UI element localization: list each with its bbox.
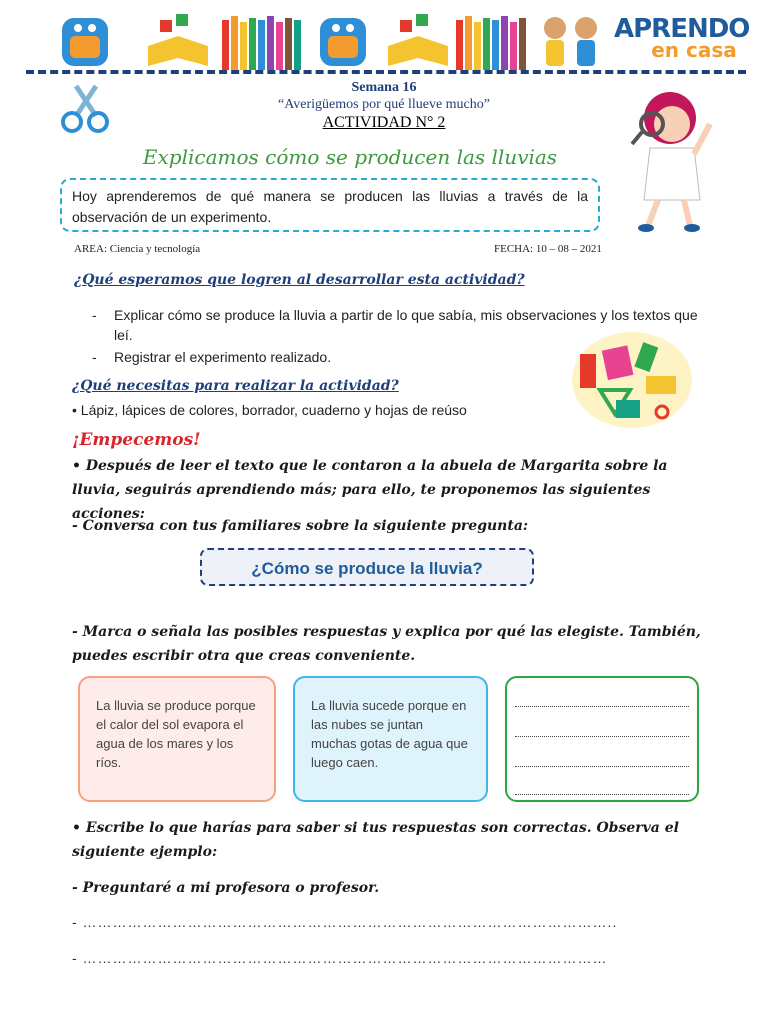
start-paragraph-1: • Después de leer el texto que le contaron a la abuela de Margarita sobre la lluvia, seguirás aprendiendo más; para ello, te proponemos las siguientes acciones: <box>72 458 668 522</box>
date-label: FECHA: 10 – 08 – 2021 <box>494 243 602 255</box>
goals-question: ¿Qué esperamos que logren al desarrollar esta actividad? <box>74 272 525 288</box>
area-label: AREA: Ciencia y tecnología <box>74 243 201 255</box>
blank-line[interactable] <box>515 766 689 767</box>
start-heading: ¡Empecemos! <box>72 430 201 450</box>
start-paragraph-3: - Marca o señala las posibles respuestas y explica por qué las elegiste. También, puedes escribir otra que creas conveniente. <box>72 624 701 664</box>
goal-item: - Registrar el experimento realizado. <box>92 347 712 367</box>
activity-number: ACTIVIDAD N° 2 <box>322 114 446 131</box>
week-label: Semana 16 <box>351 80 417 95</box>
logo-line1: APRENDO <box>614 14 750 44</box>
materials-question: ¿Qué necesitas para realizar la actividad? <box>72 378 399 394</box>
crayons-icon <box>222 16 301 70</box>
answer-option-blank[interactable] <box>505 676 699 802</box>
abc-book-icon <box>388 14 448 66</box>
answer-line-2[interactable]: - …………………………………………………………………………………………… <box>72 950 608 966</box>
question-box: ¿Cómo se produce la lluvia? <box>200 548 534 586</box>
crayons-icon <box>456 16 526 70</box>
materials-text: • Lápiz, lápices de colores, borrador, cuaderno y hojas de reúso <box>72 402 467 418</box>
blank-line[interactable] <box>515 794 689 795</box>
backpack-icon <box>62 18 108 66</box>
start-paragraph-2: - Conversa con tus familiares sobre la siguiente pregunta: <box>72 518 529 534</box>
intro-box: Hoy aprenderemos de qué manera se producen las lluvias a través de la observación de un experimento. <box>60 178 600 232</box>
header-divider <box>26 70 746 74</box>
backpack-icon <box>320 18 366 66</box>
answer-line-1[interactable]: - …………………………………………………………………………………………….. <box>72 914 618 930</box>
answer-option-1[interactable]: La lluvia se produce porque el calor del sol evapora el agua de los mares y los ríos. <box>78 676 276 802</box>
start-paragraph-4: • Escribe lo que harías para saber si tus respuestas son correctas. Observa el siguiente ejemplo: <box>72 820 679 860</box>
school-supplies-icon <box>566 330 692 430</box>
start-paragraph-5: - Preguntaré a mi profesora o profesor. <box>72 880 380 896</box>
goal-item: - Explicar cómo se produce la lluvia a partir de lo que sabía, mis observaciones y los textos que leí. <box>92 305 714 345</box>
abc-book-icon <box>148 14 208 66</box>
activity-title: Explicamos cómo se producen las lluvias <box>142 145 558 169</box>
logo-line2: en casa <box>651 38 737 62</box>
kids-icon <box>544 17 597 66</box>
blank-line[interactable] <box>515 736 689 737</box>
aprendo-logo <box>614 14 750 62</box>
blank-line[interactable] <box>515 706 689 707</box>
answer-option-2[interactable]: La lluvia sucede porque en las nubes se juntan muchas gotas de agua que luego caen. <box>293 676 488 802</box>
week-subtitle: “Averigüemos por qué llueve mucho” <box>277 97 490 112</box>
